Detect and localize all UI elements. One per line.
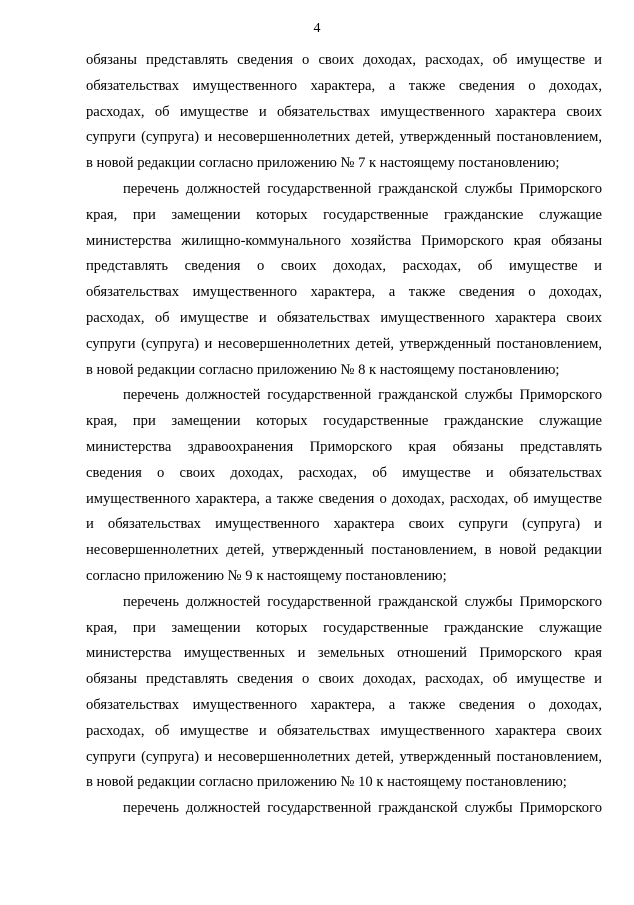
- paragraph: [86, 796, 602, 822]
- text-line: обязаны представлять сведения о своих доходах, расходах, об имуществе и: [86, 52, 602, 68]
- text-line: в новой редакции согласно приложению № 8 к настоящему постановлению;: [86, 361, 560, 378]
- text-line: обязательствах имущественного характера, а также сведения о доходах,: [86, 284, 602, 301]
- text-line: согласно приложению № 9 к настоящему постановлению;: [86, 567, 447, 584]
- document-body: [86, 48, 602, 822]
- text-line: несовершеннолетних детей, утвержденный постановлением, в новой редакции: [86, 542, 602, 559]
- paragraph: [86, 177, 602, 383]
- text-line: в новой редакции согласно приложению № 7 к настоящему постановлению;: [86, 155, 560, 172]
- text-line: края, при замещении которых государственные гражданские служащие: [86, 619, 602, 636]
- text-line: края, при замещении которых государственные гражданские служащие: [86, 206, 602, 223]
- text-line: перечень должностей государственной гражданской службы Приморского: [123, 180, 602, 197]
- text-line: перечень должностей государственной гражданской службы Приморского: [123, 593, 602, 610]
- paragraph: [86, 48, 602, 177]
- text-line: имущественного характера, а также сведения о доходах, расходах, об имуществе: [86, 490, 602, 507]
- text-line: расходах, об имуществе и обязательствах имущественного характера своих: [86, 103, 602, 120]
- text-line: перечень должностей государственной гражданской службы Приморского: [123, 800, 602, 817]
- text-line: сведения о своих доходах, расходах, об имуществе и обязательствах: [86, 464, 602, 481]
- text-line: министерства жилищно-коммунального хозяйства Приморского края обязаны: [86, 232, 602, 249]
- text-line: расходах, об имуществе и обязательствах имущественного характера своих: [86, 722, 602, 739]
- text-line: расходах, об имуществе и обязательствах имущественного характера своих: [86, 309, 602, 326]
- paragraph: [86, 590, 602, 796]
- text-line: супруги (супруга) и несовершеннолетних детей, утвержденный постановлением,: [86, 335, 602, 352]
- text-line: супруги (супруга) и несовершеннолетних детей, утвержденный постановлением,: [86, 129, 602, 146]
- paragraph: [86, 383, 602, 589]
- text-line: в новой редакции согласно приложению № 10 к настоящему постановлению;: [86, 774, 567, 791]
- text-line: министерства имущественных и земельных отношений Приморского края: [86, 645, 602, 662]
- text-line: обязаны представлять сведения о своих доходах, расходах, об имуществе и: [86, 671, 602, 688]
- text-line: края, при замещении которых государственные гражданские служащие: [86, 413, 602, 430]
- page-number: 4: [313, 21, 321, 36]
- text-line: обязательствах имущественного характера, а также сведения о доходах,: [86, 696, 602, 713]
- text-line: перечень должностей государственной гражданской службы Приморского: [123, 387, 602, 404]
- text-line: представлять сведения о своих доходах, расходах, об имуществе и: [86, 258, 602, 275]
- text-line: обязательствах имущественного характера, а также сведения о доходах,: [86, 77, 602, 94]
- text-line: и обязательствах имущественного характера своих супруги (супруга) и: [86, 516, 602, 533]
- text-line: супруги (супруга) и несовершеннолетних детей, утвержденный постановлением,: [86, 748, 602, 765]
- text-line: министерства здравоохранения Приморского края обязаны представлять: [86, 438, 602, 455]
